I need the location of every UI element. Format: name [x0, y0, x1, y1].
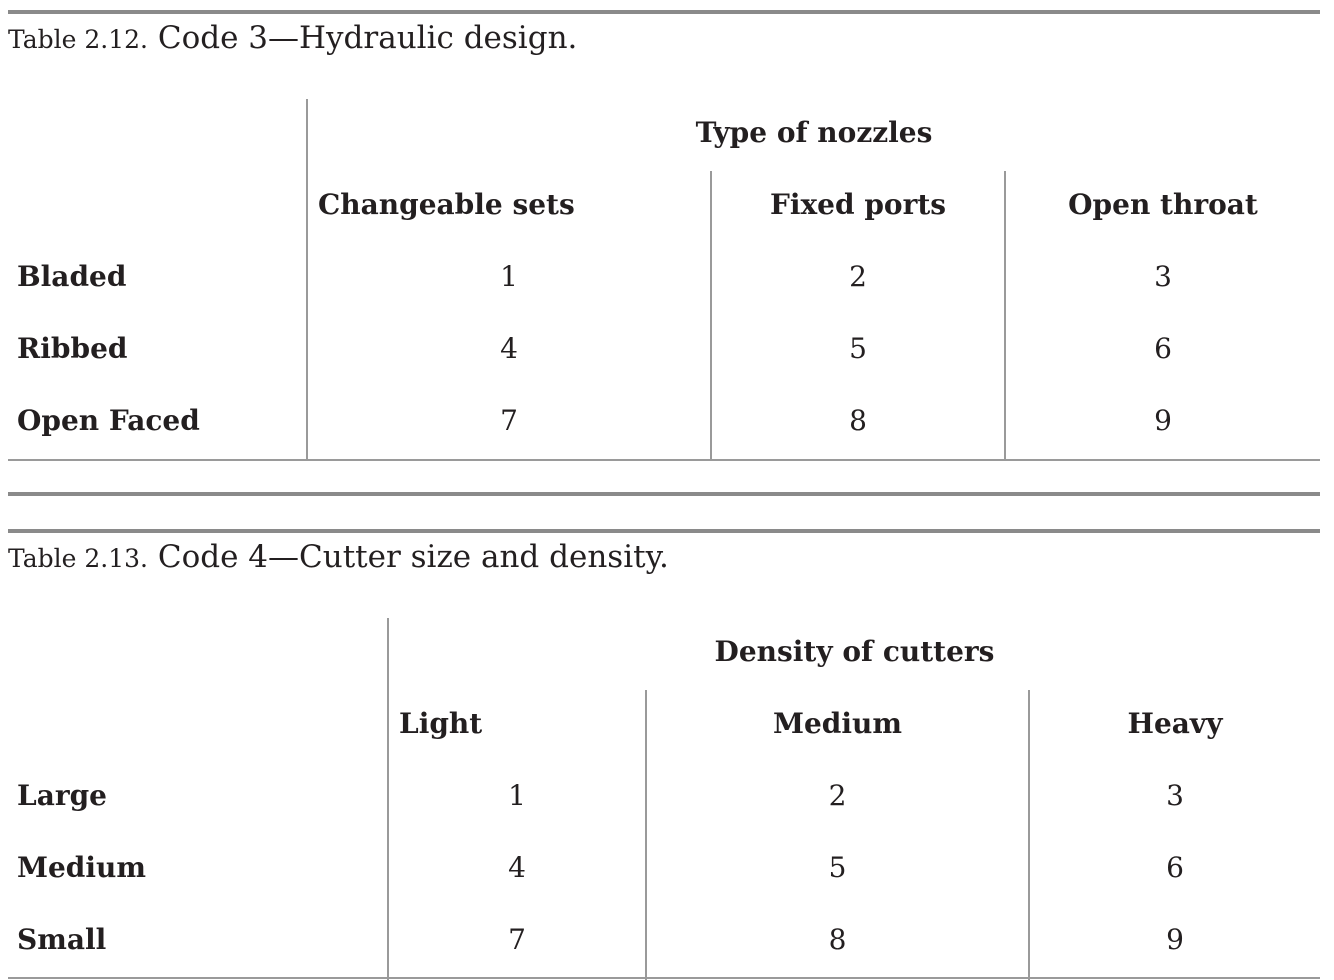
row-label: Ribbed [17, 332, 128, 365]
row-label: Bladed [17, 260, 127, 293]
table-cell: 2 [849, 260, 867, 293]
table-cell: 2 [828, 779, 847, 812]
row-label: Medium [17, 851, 147, 884]
table-cell: 8 [849, 404, 867, 437]
table-caption [8, 539, 669, 577]
table-cell: 7 [508, 923, 526, 956]
column-header: Fixed ports [769, 188, 947, 221]
row-label: Open Faced [17, 404, 200, 437]
column-header: Heavy [1127, 707, 1223, 740]
top-rule [8, 529, 1320, 533]
table-cell: 6 [1154, 332, 1172, 365]
table-cell: 9 [1166, 923, 1184, 956]
table-cell: 4 [508, 851, 526, 884]
column-header: Medium [772, 707, 902, 740]
caption-text: Code 4—Cutter size and density. [157, 539, 669, 575]
caption-label: Table 2.13. [8, 544, 148, 573]
caption-text: Code 3—Hydraulic design. [157, 20, 578, 56]
closing-rule [8, 492, 1320, 496]
table-cell: 7 [500, 404, 518, 437]
column-header: Changeable sets [318, 188, 575, 221]
table-caption [8, 20, 577, 58]
row-label: Small [17, 923, 107, 956]
table-cell: 3 [1154, 260, 1172, 293]
group-header: Density of cutters [714, 635, 995, 668]
table-cell: 1 [500, 260, 518, 293]
table-cell: 4 [500, 332, 518, 365]
top-rule [8, 10, 1320, 14]
table-cell: 5 [828, 851, 847, 884]
bottom-rule [8, 977, 1320, 979]
bottom-rule [8, 459, 1320, 461]
table-cell: 3 [1166, 779, 1184, 812]
column-header: Open throat [1068, 188, 1258, 221]
caption-label: Table 2.12. [8, 25, 148, 54]
table-cell: 9 [1154, 404, 1172, 437]
table-cell: 5 [849, 332, 867, 365]
group-header: Type of nozzles [695, 116, 933, 149]
row-label: Large [17, 779, 107, 812]
table-cell: 1 [508, 779, 526, 812]
table-cell: 6 [1166, 851, 1184, 884]
column-header: Light [399, 707, 483, 740]
table-cell: 8 [828, 923, 847, 956]
